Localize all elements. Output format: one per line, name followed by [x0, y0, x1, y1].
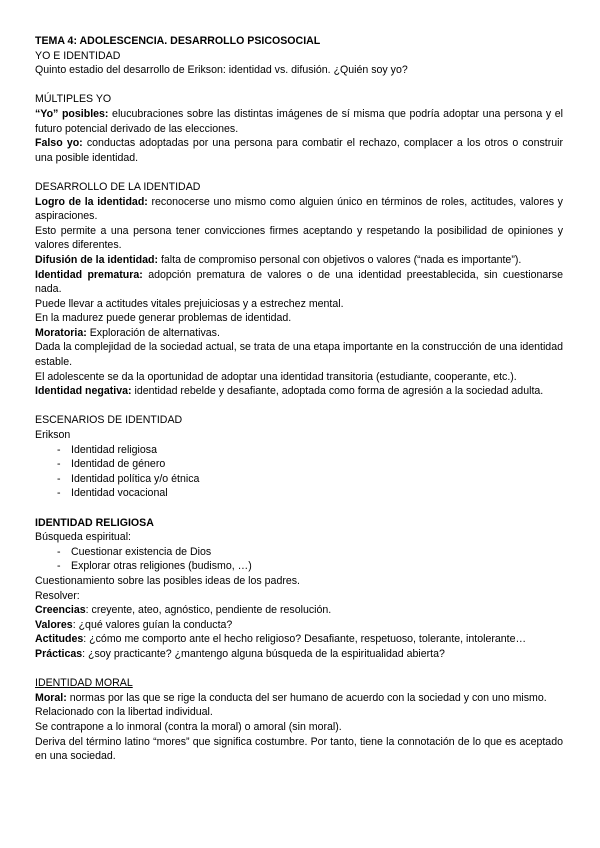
practicas-line: Prácticas: ¿soy practicante? ¿mantengo alguna búsqueda de la espiritualidad abierta? — [35, 647, 445, 660]
list-item: - Identidad política y/o étnica — [57, 472, 563, 487]
list-item: - Explorar otras religiones (budismo, …) — [57, 559, 563, 574]
moratoria-extra-2: El adolescente se da la oportunidad de adoptar una identidad transitoria (estudiante, cooperante, etc.). — [35, 370, 517, 383]
list-item: - Identidad religiosa — [57, 443, 563, 458]
moratoria-paragraph: Moratoria: Exploración de alternativas. — [35, 326, 220, 339]
section-heading-desarrollo: DESARROLLO DE LA IDENTIDAD — [35, 180, 201, 193]
prematura-extra-1: Puede llevar a actitudes vitales prejuiciosas y a estrechez mental. — [35, 297, 344, 310]
moral-paragraph: Moral: normas por las que se rige la conducta del ser humano de acuerdo con la sociedad y con uno mismo. — [35, 691, 547, 704]
list-item: - Identidad de género — [57, 457, 563, 472]
religiosa-line-2: Resolver: — [35, 589, 80, 602]
escenarios-author: Erikson — [35, 429, 71, 442]
religiosa-intro: Búsqueda espiritual: — [35, 531, 131, 544]
list-item: - Cuestionar existencia de Dios — [57, 545, 563, 560]
falso-yo-label: Falso yo: — [35, 137, 83, 150]
yo-posibles-paragraph: “Yo” posibles: elucubraciones sobre las distintas imágenes de sí misma que podría adoptar una persona y el futuro potencial derivado de las elecciones. — [35, 107, 563, 135]
list-item: - Identidad vocacional — [57, 486, 563, 501]
yo-posibles-label: “Yo” posibles: — [35, 107, 109, 120]
escenarios-list — [35, 443, 563, 501]
negativa-label: Identidad negativa: — [35, 385, 132, 398]
moral-line-2: Se contrapone a lo inmoral (contra la moral) o amoral (sin moral). — [35, 720, 342, 733]
section-heading-moral: IDENTIDAD MORAL — [35, 677, 133, 690]
actitudes-line: Actitudes: ¿cómo me comporto ante el hecho religioso? Desafiante, respetuoso, tolerante, intolerante… — [35, 633, 527, 646]
valores-line: Valores: ¿qué valores guían la conducta? — [35, 618, 233, 631]
falso-yo-paragraph: Falso yo: conductas adoptadas por una persona para combatir el rechazo, complacer a los otros o construir una posible identidad. — [35, 137, 563, 164]
section-heading-yo-e-identidad: YO E IDENTIDAD — [35, 49, 121, 62]
moral-label: Moral: — [35, 691, 67, 704]
logro-extra-paragraph: Esto permite a una persona tener convicciones firmes aceptando y respetando la posibilidad de opiniones y valores diferentes. — [35, 224, 563, 252]
prematura-label: Identidad prematura: — [35, 268, 143, 281]
section-heading-religiosa: IDENTIDAD RELIGIOSA — [35, 516, 154, 529]
difusion-paragraph: Difusión de la identidad: falta de compromiso personal con objetivos o valores (“nada es importante”). — [35, 253, 522, 266]
section-heading-escenarios: ESCENARIOS DE IDENTIDAD — [35, 414, 183, 427]
moratoria-extra-1: Dada la complejidad de la sociedad actual, se trata de una etapa importante en la construcción de una identidad estable. — [35, 341, 563, 369]
religiosa-line-1: Cuestionamiento sobre las posibles ideas de los padres. — [35, 574, 300, 587]
logro-paragraph: Logro de la identidad: reconocerse uno mismo como alguien único en términos de roles, actitudes, valores y aspiraciones. — [35, 195, 563, 223]
erikson-stage-text: Quinto estadio del desarrollo de Erikson: identidad vs. difusión. ¿Quién soy yo? — [35, 64, 408, 77]
actitudes-label: Actitudes — [35, 633, 84, 646]
document-title: TEMA 4: ADOLESCENCIA. DESARROLLO PSICOSOCIAL — [35, 35, 321, 47]
creencias-label: Creencias — [35, 604, 86, 617]
negativa-paragraph: Identidad negativa: identidad rebelde y desafiante, adoptada como forma de agresión a la sociedad adulta. — [35, 385, 544, 398]
valores-label: Valores — [35, 618, 73, 631]
moratoria-label: Moratoria: — [35, 326, 87, 339]
creencias-line: Creencias: creyente, ateo, agnóstico, pendiente de resolución. — [35, 604, 332, 617]
document-page — [35, 34, 563, 764]
practicas-label: Prácticas — [35, 647, 83, 660]
prematura-extra-2: En la madurez puede generar problemas de identidad. — [35, 312, 292, 325]
religiosa-list — [35, 545, 563, 574]
difusion-label: Difusión de la identidad: — [35, 253, 159, 266]
moral-line-3: Deriva del término latino “mores” que significa costumbre. Por tanto, tiene la connotación de lo que es aceptado en una sociedad. — [35, 735, 563, 763]
moral-line-1: Relacionado con la libertad individual. — [35, 706, 213, 719]
section-heading-multiples-yo: MÚLTIPLES YO — [35, 93, 112, 106]
prematura-paragraph: Identidad prematura: adopción prematura de valores o de una identidad preestablecida, sin cuestionarse nada. — [35, 268, 563, 296]
logro-label: Logro de la identidad: — [35, 195, 148, 208]
